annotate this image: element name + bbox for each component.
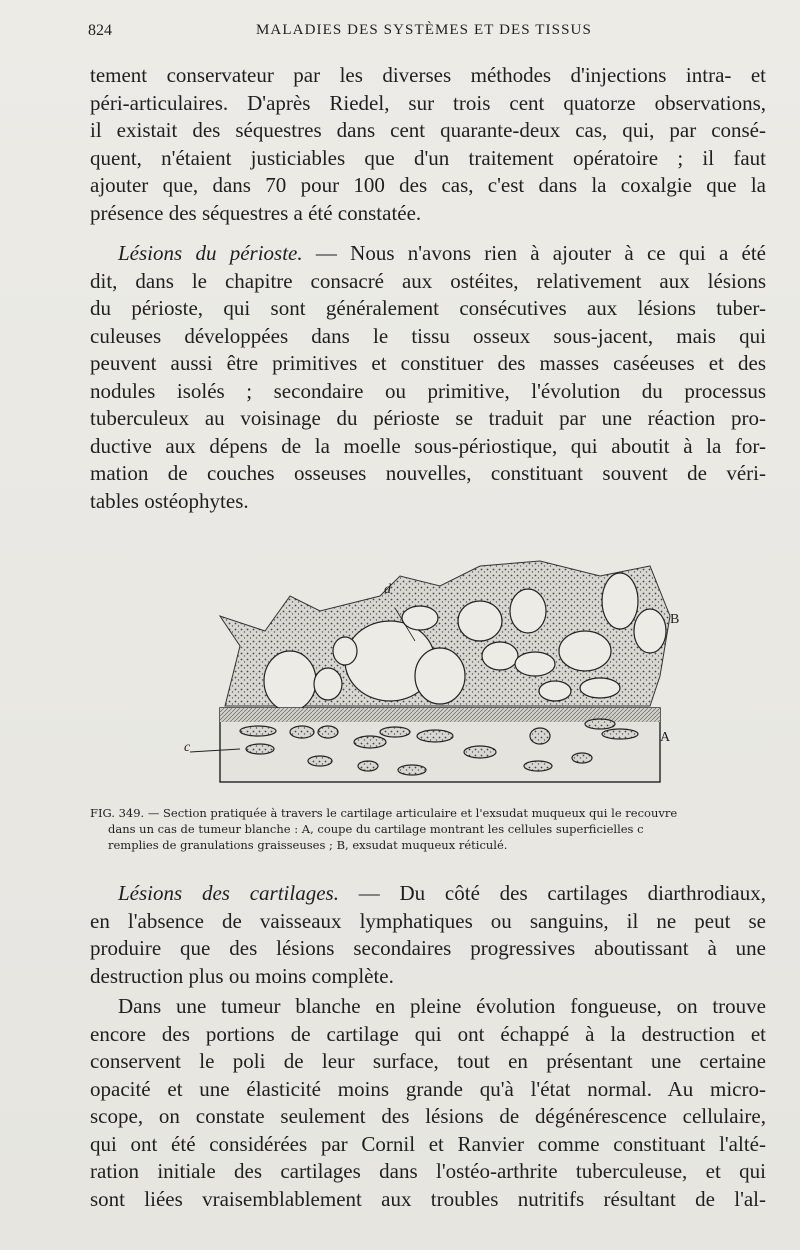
text-line: nodules isolés ; secondaire ou primitive, l'évolution du processus bbox=[90, 378, 766, 403]
text-line: ajouter que, dans 70 pour 100 des cas, c'est dans la coxalgie que la bbox=[90, 173, 766, 197]
caption-line: dans un cas de tumeur blanche : A, coupe du cartilage montrant les cellules superficielles c bbox=[108, 822, 644, 836]
page-header bbox=[88, 18, 768, 48]
text-line bbox=[90, 880, 766, 908]
caption-line: FIG. 349. — Section pratiquée à travers le cartilage articulaire et l'exsudat muqueux qui le recouvre bbox=[90, 806, 678, 820]
section-heading-periosteum: Lésions du périoste. bbox=[118, 241, 303, 265]
figure-label-c: c bbox=[184, 740, 191, 755]
text-line: sont liées vraisemblablement aux troubles nutritifs résultant de l'al- bbox=[90, 1186, 766, 1211]
text-line: tement conservateur par les diverses méthodes d'injections intra- et bbox=[90, 63, 766, 87]
text-fragment: — Nous n'avons rien à ajouter à ce qui a été bbox=[302, 241, 767, 265]
text-line: ration initiale des cartilages dans l'ostéo-arthrite tuberculeuse, et qui bbox=[90, 1159, 766, 1183]
text-line: tables ostéophytes. bbox=[90, 488, 249, 513]
text-line: du périoste, qui sont généralement consécutives aux lésions tuber- bbox=[90, 296, 766, 320]
text-line: culeuses développées dans le tissu osseux sous-jacent, mais qui bbox=[90, 323, 766, 348]
text-line: tuberculeux au voisinage du périoste se traduit par une réaction pro- bbox=[90, 406, 766, 430]
text-line: opacité et une élasticité moins grande qu'à l'état normal. Au micro- bbox=[90, 1076, 766, 1101]
figure-label-A: A bbox=[660, 730, 671, 745]
text-line: conservent le poli de leur surface, tout en présentant une certaine bbox=[90, 1049, 766, 1073]
text-line: Dans une tumeur blanche en pleine évolution fongueuse, on trouve bbox=[118, 994, 766, 1018]
paragraph-4 bbox=[90, 993, 766, 1213]
paragraph-cartilages bbox=[90, 880, 766, 990]
text-fragment: — Du côté des cartilages diarthrodiaux, bbox=[338, 881, 767, 905]
page-number: 824 bbox=[88, 22, 112, 39]
text-line: mation de couches osseuses nouvelles, constituant souvent de véri- bbox=[90, 461, 766, 485]
paragraph-1 bbox=[90, 62, 766, 227]
text-line: produire que des lésions secondaires progressives aboutissant à une bbox=[90, 936, 766, 960]
text-line bbox=[90, 240, 766, 268]
cartilage-section-illustration bbox=[180, 556, 700, 786]
text-line: dit, dans le chapitre consacré aux ostéites, relativement aux lésions bbox=[90, 268, 766, 293]
caption-line: remplies de granulations graisseuses ; B, exsudat muqueux réticulé. bbox=[108, 838, 508, 852]
text-line: présence des séquestres a été constatée. bbox=[90, 200, 422, 225]
figure-349 bbox=[180, 556, 700, 786]
text-line: en l'absence de vaisseaux lymphatiques ou sanguins, il ne peut se bbox=[90, 908, 766, 933]
text-line: il existait des séquestres dans cent quarante-deux cas, qui, par consé- bbox=[90, 118, 766, 142]
section-heading-cartilages: Lésions des cartilages. bbox=[118, 881, 339, 905]
running-title: MALADIES DES SYSTÈMES ET DES TISSUS bbox=[256, 22, 592, 38]
text-line: qui ont été considérées par Cornil et Ranvier comme constituant l'alté- bbox=[90, 1131, 766, 1156]
text-line: scope, on constate seulement des lésions de dégénérescence cellulaire, bbox=[90, 1104, 766, 1128]
text-line: peuvent aussi être primitives et constituer des masses caséeuses et des bbox=[90, 351, 766, 375]
figure-label-d: d bbox=[384, 582, 391, 597]
text-line: destruction plus ou moins complète. bbox=[90, 963, 394, 988]
figure-label-B: B bbox=[670, 612, 680, 627]
paragraph-periosteum bbox=[90, 240, 766, 515]
text-line: ductive aux dépens de la moelle sous-périostique, qui aboutit à la for- bbox=[90, 433, 766, 458]
text-line: péri-articulaires. D'après Riedel, sur trois cent quatorze observations, bbox=[90, 90, 766, 115]
text-line: quent, n'étaient justiciables que d'un traitement opératoire ; il faut bbox=[90, 145, 766, 170]
text-line: encore des portions de cartilage qui ont échappé à la destruction et bbox=[90, 1021, 766, 1046]
figure-caption bbox=[90, 805, 780, 853]
